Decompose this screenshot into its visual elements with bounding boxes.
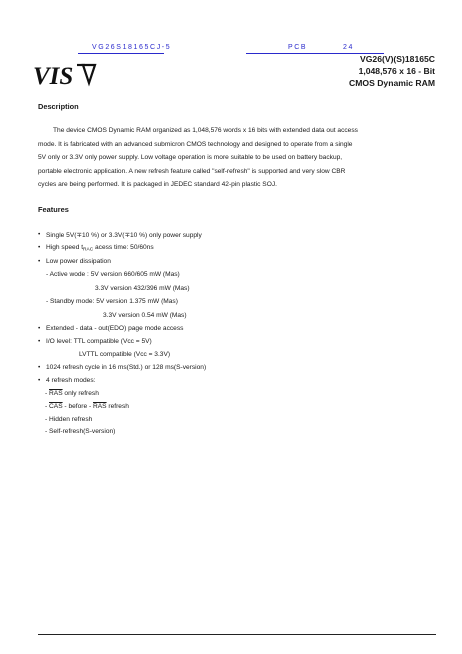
- logo-text: VIS: [33, 63, 74, 88]
- document-code[interactable]: VG26S18165CJ-5: [92, 44, 172, 51]
- description-line: The device CMOS Dynamic RAM organized as 1,048,576 words x 16 bits with extended data out access: [53, 127, 358, 134]
- part-number: VG26(V)(S)18165C: [360, 54, 435, 64]
- part-type: CMOS Dynamic RAM: [349, 78, 435, 88]
- mode-self-refresh: - Self-refresh(S-version): [45, 428, 116, 435]
- description-line: portable electronic application. A new refresh feature called "self-refresh" is supported and very slow CBR: [38, 167, 346, 175]
- feature-power-supply: Single 5V(∓10 %) or 3.3V(∓10 %) only power supply: [46, 232, 202, 239]
- feature-io-ttl: I/O level: TTL compatible (Vcc = 5V): [46, 338, 152, 345]
- feature-refresh-cycle: 1024 refresh cycle in 16 ms(Std.) or 128 ms(S-version): [46, 364, 207, 371]
- pcb-number[interactable]: 24: [343, 44, 354, 51]
- feature-active-3v: 3.3V version 432/396 mW (Mas): [95, 285, 190, 292]
- bullet: •: [38, 377, 41, 384]
- header-rule-left: [78, 53, 164, 54]
- description-line: cycles are being performed. It is packaged in JEDEC standard 42-pin plastic SOJ.: [38, 181, 277, 188]
- feature-standby-3v: 3.3V version 0.54 mW (Mas): [103, 312, 187, 319]
- bullet: •: [38, 338, 41, 345]
- bullet: •: [38, 364, 41, 371]
- feature-io-lvttl: LVTTL compatible (Vcc = 3.3V): [79, 351, 171, 358]
- bullet: •: [38, 231, 41, 238]
- footer-rule: [38, 634, 436, 635]
- feature-active-5v: - Active wode : 5V version 660/605 mW (Mas): [46, 271, 180, 278]
- description-paragraph: [38, 124, 398, 192]
- feature-refresh-modes: 4 refresh modes:: [46, 377, 96, 384]
- feature-standby-5v: - Standby mode: 5V version 1.375 mW (Mas): [46, 298, 178, 305]
- mode-cas-before-ras: - $\overline{CAS}$ - before - $\overline{RAS}$ refresh: [45, 403, 129, 410]
- bullet: •: [38, 244, 41, 251]
- description-heading: Description: [38, 102, 79, 111]
- mode-ras-only: - $\overline{RAS}$ only refresh: [45, 390, 99, 397]
- bullet: •: [38, 258, 41, 265]
- bullet: •: [38, 325, 41, 332]
- feature-low-power: Low power dissipation: [46, 258, 111, 265]
- feature-edo: Extended - data - out(EDO) page mode access: [46, 325, 184, 332]
- description-line: 5V only or 3.3V only power supply. Low voltage operation is more suitable to be used on battery backup,: [38, 154, 343, 161]
- description-line: mode. It is fabricated with an advanced submicron CMOS technology and designed to operate from a single: [38, 140, 353, 148]
- features-heading: Features: [38, 205, 69, 214]
- part-organization: 1,048,576 x 16 - Bit: [358, 66, 435, 76]
- logo-mark: [83, 65, 95, 83]
- pcb-label[interactable]: PCB: [288, 44, 308, 51]
- feature-speed: High speed $t_{RAC}$ acess time: 50/60ns: [46, 244, 154, 253]
- company-logo: [33, 62, 97, 88]
- mode-hidden: - Hidden refresh: [45, 416, 93, 423]
